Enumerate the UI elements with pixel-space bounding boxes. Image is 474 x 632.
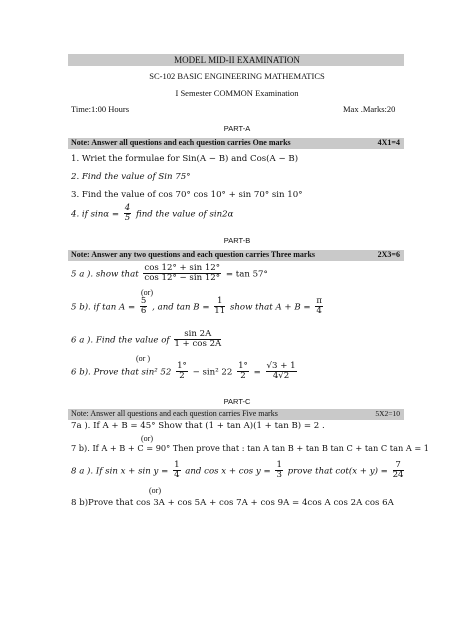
q8a-num-1: 1 [174, 460, 180, 470]
q5a-pre: 5 a ). show that [71, 269, 139, 280]
part-a-note: Note: Answer all questions and each question carries One marks [71, 138, 291, 147]
q4-num: 4 [124, 203, 131, 213]
q5b-mid-2: show that A + B = [229, 302, 311, 313]
part-b-heading: PART-B [223, 236, 251, 245]
course-title: SC-102 BASIC ENGINEERING MATHEMATICS [149, 71, 325, 81]
part-b-note-bar [68, 250, 404, 261]
q6b-frac-3 [266, 362, 297, 382]
q4-den: 5 [124, 213, 131, 224]
q8a-den-2: 3 [276, 470, 282, 481]
q5b-frac-2 [214, 297, 225, 317]
q4-pre: 4. if sinα = [71, 209, 120, 220]
q4-post: find the value of sin2α [135, 209, 234, 220]
or-separator-3: (or) [141, 434, 153, 443]
q6b-mid: − sin² 22 [192, 367, 233, 378]
q5b-num-2: 1 [214, 297, 225, 307]
q6b-frac-2 [237, 362, 249, 382]
question-8a [71, 461, 406, 481]
question-5a [71, 264, 268, 284]
or-separator-2: (or ) [136, 354, 150, 363]
q8a-mid-2: prove that cot(x + y) = [287, 466, 388, 477]
q6a-den: 1 + cos 2A [174, 339, 222, 350]
q8a-num-2: 1 [276, 460, 282, 470]
question-2: 2. Find the value of Sin 75° [71, 172, 191, 182]
q8a-den-3: 24 [392, 470, 404, 481]
part-b-scheme: 2X3=6 [377, 250, 400, 259]
question-4 [71, 204, 233, 224]
q5b-frac-1 [140, 297, 147, 317]
q8a-frac-3 [393, 461, 404, 481]
q6a-fraction [174, 330, 221, 350]
part-c-heading: PART-C [223, 397, 251, 406]
question-3: 3. Find the value of cos 70° cos 10° + sin 70° sin 10° [71, 190, 303, 200]
max-marks-label: Max .Marks:20 [343, 104, 396, 114]
q6a-pre: 6 a ). Find the value of [71, 335, 170, 346]
q5a-den: cos 12° − sin 12° [144, 273, 221, 284]
question-8b: 8 b)Prove that cos 3A + cos 5A + cos 7A + cos 9A = 4cos A cos 2A cos 6A [71, 498, 394, 508]
q5a-fraction [143, 264, 221, 284]
q5b-den-1: 6 [140, 306, 147, 317]
question-5b [71, 297, 325, 317]
q8a-frac-2 [275, 461, 282, 481]
q4-fraction [124, 204, 131, 224]
or-separator-4: (or) [149, 486, 161, 495]
q8a-den-1: 4 [174, 470, 180, 481]
q5b-num-3: π [316, 296, 322, 306]
part-a-heading: PART-A [223, 124, 251, 133]
exam-title: MODEL MID-II EXAMINATION [174, 55, 300, 65]
q5b-frac-3 [315, 297, 323, 317]
part-b-note: Note: Answer any two questions and each question carries Three marks [71, 250, 316, 259]
question-7a: 7a ). If A + B = 45° Show that (1 + tan A)(1 + tan B) = 2 . [71, 421, 325, 431]
q6b-frac-1 [176, 362, 188, 382]
q8a-frac-1 [173, 461, 180, 481]
q6b-den-3: 4√2 [272, 371, 290, 382]
q5b-den-3: 4 [316, 306, 322, 317]
q6a-num: sin 2A [174, 330, 221, 340]
q5a-post: = tan 57° [225, 269, 268, 280]
q5b-mid: , and tan B = [152, 302, 210, 313]
part-a-note-bar [68, 138, 404, 149]
q5b-num-1: 5 [140, 296, 147, 306]
question-7b: 7 b). If A + B + C = 90° Then prove that : tan A tan B + tan B tan C + tan C tan A = 1 [71, 443, 430, 453]
q6b-pre: 6 b). Prove that sin² 52 [71, 367, 172, 378]
q5a-num: cos 12° + sin 12° [144, 263, 221, 273]
q8a-pre: 8 a ). If sin x + sin y = [71, 466, 169, 477]
q8a-mid: and cos x + cos y = [185, 466, 271, 477]
q5b-den-2: 11 [214, 306, 226, 317]
q6b-den-2: 2 [240, 371, 246, 382]
q6b-num-3: √3 + 1 [266, 361, 296, 371]
semester-line: I Semester COMMON Examination [175, 88, 299, 98]
question-1: 1. Wriet the formulae for Sin(A − B) and Cos(A − B) [71, 154, 299, 164]
question-6b [71, 362, 299, 382]
q6b-num-2: 1° [238, 361, 248, 371]
q6b-num-1: 1° [177, 361, 187, 371]
part-c-scheme: 5X2=10 [375, 409, 400, 418]
part-c-note-bar [68, 409, 404, 420]
question-6a [71, 330, 223, 350]
q6b-eq: = [253, 367, 261, 378]
q6b-den-1: 2 [179, 371, 185, 382]
or-separator-1: (or) [141, 288, 153, 297]
part-c-note: Note: Answer all questions and each question carries Five marks [71, 409, 278, 418]
q8a-num-3: 7 [393, 461, 404, 471]
time-label: Time:1:00 Hours [71, 104, 130, 114]
q5b-pre: 5 b). if tan A = [71, 302, 136, 313]
part-a-scheme: 4X1=4 [377, 138, 400, 147]
